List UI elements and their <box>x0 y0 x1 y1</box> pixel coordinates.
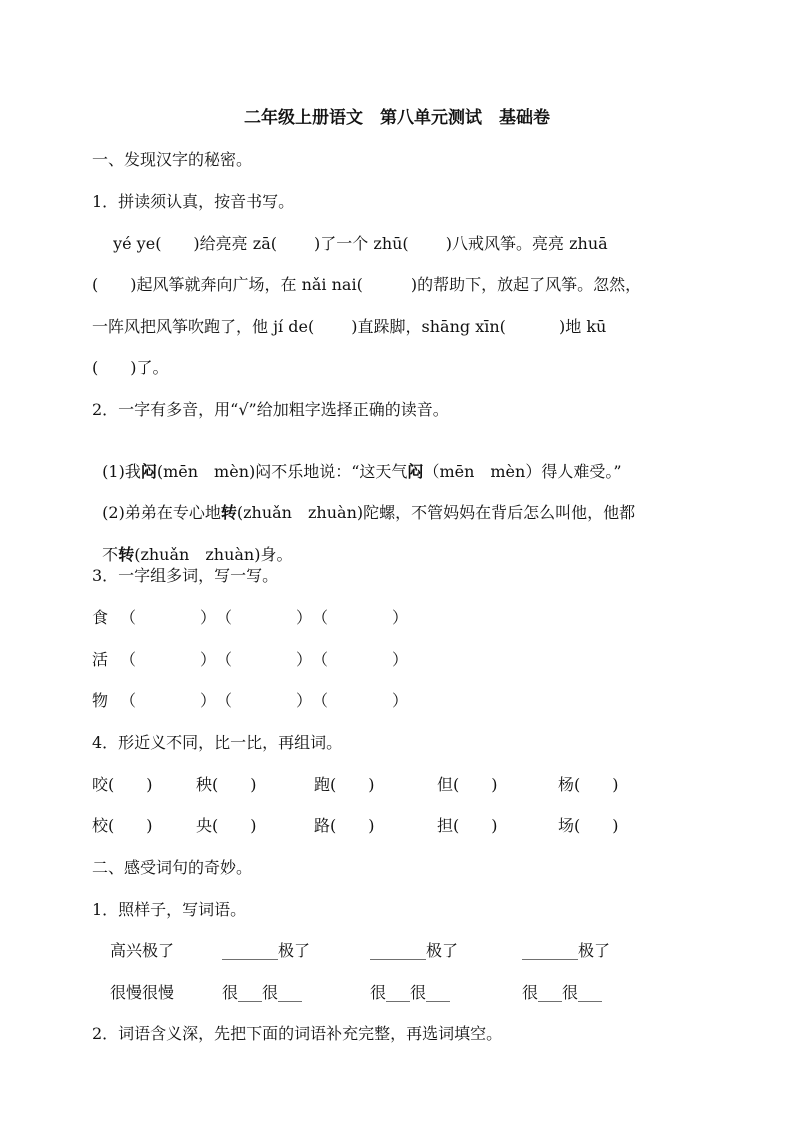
example-word: 很慢很慢 <box>110 983 175 1002</box>
question-2-item-2 <box>92 483 635 523</box>
word-blanks: （ ） （ ） （ ） <box>120 650 409 669</box>
compare-item: 咬( ) <box>92 775 153 794</box>
question-1-line: yé ye( )给亮亮 zā( )了一个 zhū( )八戒风筝。亮亮 zhuā <box>92 234 608 253</box>
fill-blank: 很___很___ <box>222 983 303 1002</box>
text-segment: (1)我 <box>102 462 141 481</box>
word-char: 物 <box>92 691 109 710</box>
text-segment: (zhuǎn zhuàn)身。 <box>134 545 293 564</box>
word-char: 活 <box>92 650 109 669</box>
question-1-line: ( )起风筝就奔向广场，在 nǎi nai( )的帮助下，放起了风筝。忽然， <box>92 275 642 294</box>
fill-blank: 很___很___ <box>370 983 451 1002</box>
compare-item: 秧( ) <box>196 775 257 794</box>
fill-blank: _______极了 <box>370 941 459 960</box>
question-s2-1-label: 1．照样子，写词语。 <box>92 900 247 919</box>
text-segment: (mēn mèn)闷不乐地说：“这天气 <box>156 462 408 481</box>
word-char: 食 <box>92 608 109 627</box>
question-3-label: 3．一字组多词，写一写。 <box>92 566 279 585</box>
compare-item: 校( ) <box>92 816 153 835</box>
text-segment: 不 <box>102 545 119 564</box>
compare-item: 跑( ) <box>314 775 375 794</box>
bold-char: 转 <box>118 545 135 564</box>
example-word: 高兴极了 <box>110 941 175 960</box>
word-blanks: （ ） （ ） （ ） <box>120 608 409 627</box>
bold-char: 闷 <box>140 462 157 481</box>
text-segment: （mēn mèn）得人难受。” <box>423 462 622 481</box>
question-2-item-2-cont <box>92 525 292 565</box>
fill-blank: 很___很___ <box>522 983 603 1002</box>
compare-item: 路( ) <box>314 816 375 835</box>
question-4-label: 4．形近义不同，比一比，再组词。 <box>92 733 343 752</box>
text-segment: (2)弟弟在专心地 <box>102 503 221 522</box>
compare-item: 但( ) <box>437 775 498 794</box>
compare-item: 担( ) <box>437 816 498 835</box>
bold-char: 闷 <box>407 462 424 481</box>
section-heading-1: 一、发现汉字的秘密。 <box>92 150 253 169</box>
text-segment: (zhuǎn zhuàn)陀螺，不管妈妈在背后怎么叫他，他都 <box>236 503 636 522</box>
question-s2-2-label: 2．词语含义深，先把下面的词语补充完整，再选词填空。 <box>92 1024 503 1043</box>
section-heading-2: 二、感受词句的奇妙。 <box>92 858 253 877</box>
compare-item: 场( ) <box>558 816 619 835</box>
fill-blank: _______极了 <box>522 941 611 960</box>
compare-item: 央( ) <box>196 816 257 835</box>
question-1-line: ( )了。 <box>92 358 169 377</box>
word-blanks: （ ） （ ） （ ） <box>120 691 409 710</box>
fill-blank: _______极了 <box>222 941 311 960</box>
question-1-label: 1．拼读须认真，按音书写。 <box>92 192 295 211</box>
question-2-item-1 <box>92 442 622 482</box>
page-title: 二年级上册语文 第八单元测试 基础卷 <box>244 108 550 128</box>
question-1-line: 一阵风把风筝吹跑了，他 jí de( )直跺脚，shāng xīn( )地 kū <box>92 317 607 336</box>
bold-char: 转 <box>220 503 237 522</box>
question-2-label: 2．一字有多音，用“√”给加粗字选择正确的读音。 <box>92 400 449 419</box>
compare-item: 杨( ) <box>558 775 619 794</box>
